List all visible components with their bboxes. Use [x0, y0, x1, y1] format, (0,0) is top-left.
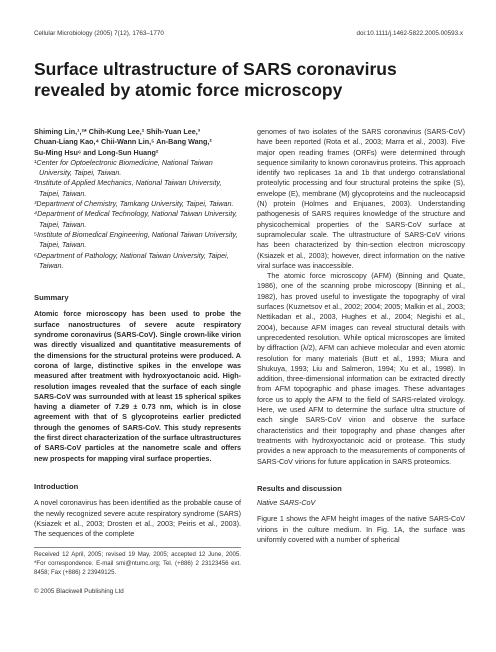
affiliation: ⁵Institute of Biomedical Engineering, National Taiwan University, Taipei, Taiwan.: [34, 229, 238, 250]
received-footnote: Received 12 April, 2005; revised 19 May, 2005; accepted 12 June, 2005. *For correspondence. E-mail smi@ntumc.org; Tel. (+886) 2 23123456 ext. 8458; Fax (+886) 2 23949125.: [34, 551, 241, 576]
affiliation: ³Department of Chemistry, Tamkang University, Taipei, Taiwan.: [34, 199, 234, 209]
affiliation-list: [34, 158, 241, 271]
doi: doi:10.1111/j.1462-5822.2005.00593.x: [356, 30, 463, 37]
introduction-heading: Introduction: [34, 481, 79, 491]
affiliation: ¹Center for Optoelectronic Biomedicine, National Taiwan University, Taipei, Taiwan.: [34, 157, 213, 178]
results-heading: Results and discussion: [257, 483, 342, 493]
affiliation: ⁴Department of Medical Technology, National Taiwan University, Taipei, Taiwan.: [34, 209, 238, 229]
left-column: [34, 127, 241, 597]
summary-text: Atomic force microscopy has been used to probe the surface nanostructures of severe acute respiratory syndrome coronavirus (SARS-CoV). Single crown-like virion was directly visualized and quantitative measurements of the dimensions for the structural proteins were produced. A corona of large, distinctive spikes in the envelope was measured after treatment with hydroxyoctanoic acid. High-resolution images revealed that the surface of each single SARS-CoV was surrounded with at least 15 spherical spikes having a diameter of 7.29 ± 0.73 nm, which is in close agreement with that of S glycoproteins earlier predicted through the genomes of SARS-CoV. This study represents the first direct characterization of the surface ultrastructures of SARS-CoV particles at the nanometre scale and offers new prospects for mapping viral surface properties.: [34, 309, 241, 463]
results-text: Figure 1 shows the AFM height images of the native SARS-CoV virions in the culture medium. In Fig. 1A, the surface was uniformly covered with a number of spherical: [257, 514, 465, 544]
introduction-text: A novel coronavirus has been identified as the probable cause of the newly recognized severe acute respiratory syndrome (SARS) (Ksiazek et al., 2003; Drosten et al., 2003; Peiris et al., 2003). The sequences of the complete: [34, 498, 241, 539]
body-paragraph: genomes of two isolates of the SARS coronavirus (SARS-CoV) have been reported (Rota et al., 2003; Marra et al., 2003). Five major open reading frames (ORFs) were determined through sequence similarity to known coronavirus proteins. This approach identify two replicases 1a and 1b that undergo cotranslational proteolytic processing and four structural proteins the spike (S), envelope (E), membrane (M) glycoproteins and the nucleocapsid (N) protein (Holmes and Enjuanes, 2003). Understanding pathogenesis of SARS requires knowledge of the structure and physicochemical properties of the SARS-CoV surface at supramolecular scale. The ultrastructure of SARS-CoV virions has been characterized by thin-section electron microscopy (Ksiazek et al., 2003); however, direct information on the native viral surface was inaccessible.: [257, 127, 466, 270]
native-sars-cov-subheading: Native SARS-CoV: [257, 498, 316, 508]
affiliation: ⁶Department of Pathology, National Taiwan University, Taipei, Taiwan.: [34, 250, 229, 270]
article-title: Surface ultrastructure of SARS coronavirus revealed by atomic force microscopy: [34, 59, 397, 100]
author-line: Su-Ming Hsu⁶ and Long-Sun Huang²: [34, 147, 159, 157]
author-line: Shiming Lin,¹,²* Chih-Kung Lee,² Shih-Yuan Lee,³: [34, 127, 201, 136]
copyright: © 2005 Blackwell Publishing Ltd: [34, 588, 124, 596]
right-column: [257, 127, 465, 545]
author-line: Chuan-Liang Kao,⁴ Chii-Wann Lin,⁵ An-Bang Wang,²: [34, 137, 212, 147]
affiliation: ²Institute of Applied Mechanics, National Taiwan University, Taipei, Taiwan.: [34, 178, 222, 198]
author-list: [34, 127, 241, 158]
body-paragraph: The atomic force microscopy (AFM) (Binning and Quate, 1986), one of the scanning probe microscopy (Binning et al., 1982), has proved useful to investigate the topography of viral surfaces (Kuznetsov et al., 2002; 2004; 2005; Malkin et al., 2003; Nettikadan et al., 2003, Hughes et al., 2004; Negishi et al., 2004), because AFM images can reveal structural details with unprecedented resolution. While optical microscopes are limited by diffraction (λ/2), AFM can achieve molecular and even atomic resolution for many materials (Butt et al., 1993; Miura and Shukuya, 1993; Liu and Salmeron, 1994; Xu et al., 1998). In addition, three-dimensional information can be extracted directly from AFM topographic and phase images. These advantages force us to apply the AFM to the field of SARS-related virology. Here, we used AFM to determine the surface ultra structure of each single SARS-CoV virion and observe the surface characteristics and their topography and phase changes after treatments with hydroxyoctanoic acid or protease. This study provides a new approach to the measurements of components of SARS-CoV virions for future application in SARS proteomics.: [257, 271, 465, 466]
summary-heading: Summary: [34, 293, 69, 303]
journal-citation: Cellular Microbiology (2005) 7(12), 1763–1770: [34, 30, 164, 37]
